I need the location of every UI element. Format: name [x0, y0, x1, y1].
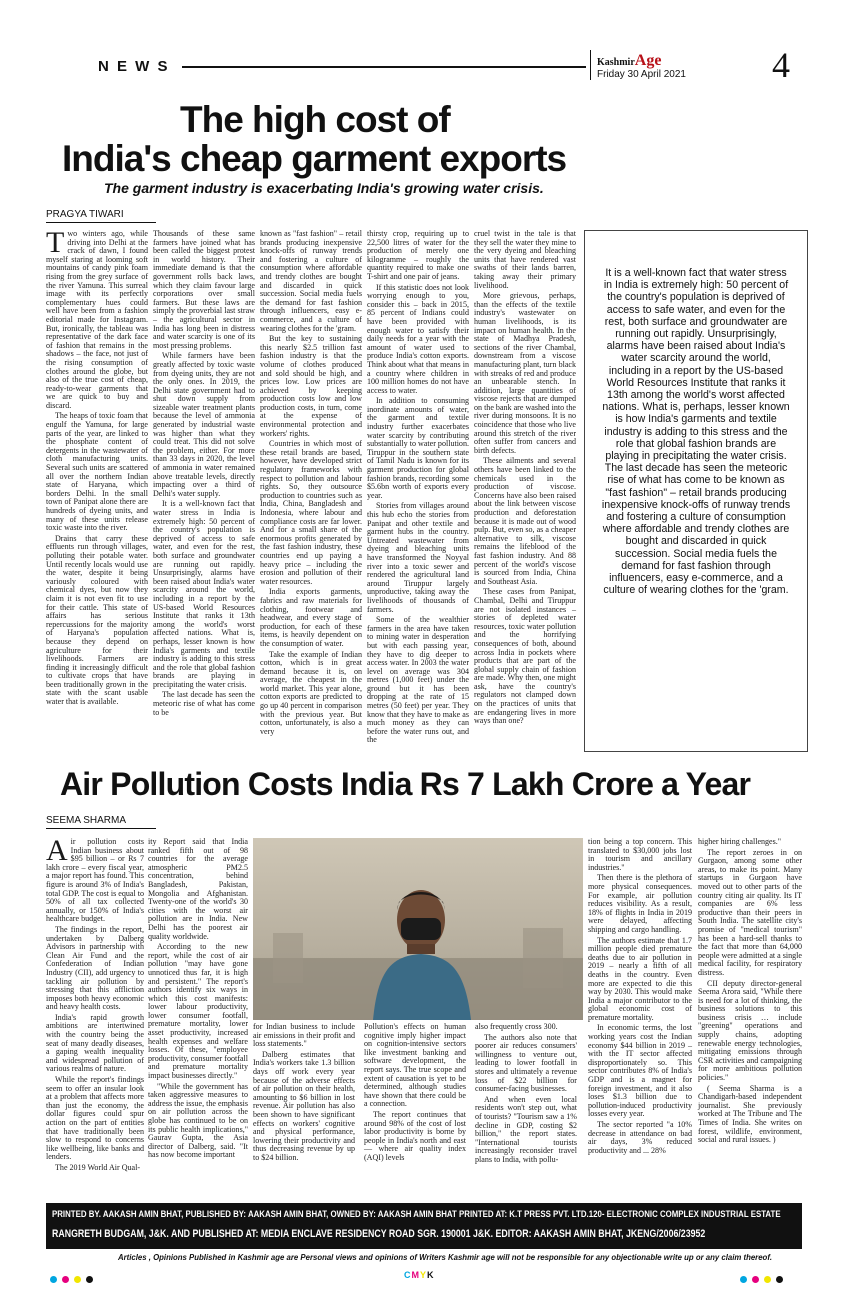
paragraph: "While the government has taken aggressive measures to address the issue, the emphasis on air pollution across the globe has continued to be on its public health implications," Gaurav Gupta, the Asia director of Dalberg, said. "It has now become important — [148, 1081, 248, 1160]
paragraph: But the key to sustaining this nearly $2.5 trillion fast fashion industry is that the volume of clothes produced and sold should be high, and prices low. Low prices are achieved by keeping production costs low and low production costs, in turn, come at the expense of environmental protection and workers' rights. — [260, 334, 362, 438]
paragraph: In economic terms, the lost working years cost the Indian economy $44 billion in 2019 – with the IT sector affected disproportionately so. This sector contributes 8% of India's GDP and is a magnet for foreign investment, and it also loses $1.3 billion due to pollution-induced productivity losses every year. — [588, 1023, 692, 1119]
paragraph: ity Report said that India ranked fifth out of 98 countries for the average atmospheric PM2.5 concentration, behind Bangladesh, Pakistan, Mongolia and Afghanistan. Twenty-one of the world's 30 cities with the worst air pollution are in India. New Delhi has the poorest air quality worldwide. — [148, 837, 248, 941]
cmyk-letter: K — [427, 1270, 435, 1280]
paragraph: Pollution's effects on human cognitive imply higher impact on cognition-intensive sectors like investment banking and software development, the report says. The true scope and extent of causation is yet to be determined, although studies have shown that there could be a connection. — [364, 1022, 466, 1109]
paragraph: cruel twist in the tale is that they sell the water they mine to the very dyeing and bleaching units that have rendered vast swaths of their lands barren, taking away their primary livelihood. — [474, 229, 576, 290]
article2-column-3 — [253, 1023, 355, 1183]
paragraph: Then there is the plethora of more physical consequences. For example, air pollution reduces visibility. As a result, 18% of flights in India in 2019 were delayed, affecting shipping and cargo handling. — [588, 873, 692, 934]
paragraph: The sector reported "a 10% decrease in attendance on bad air days, 3% reduced productivity and ... 28% — [588, 1120, 692, 1155]
cyan-dot-icon — [740, 1276, 747, 1283]
paragraph: Take the example of Indian cotton, which is in great demand because it is, on average, the cheapest in the world market. This year alone, cotton exports are predicted to go up 40 percent in comparison with the previous year. But cotton, unfortunately, is also a very — [260, 649, 362, 736]
article1-headline-line2: India's cheap garment exports — [62, 138, 567, 179]
masthead-divider — [590, 50, 591, 80]
article1-column-3 — [260, 230, 362, 740]
cyan-dot-icon — [50, 1276, 57, 1283]
paragraph: The findings in the report, undertaken by Dalberg Advisors in partnership with Clean Air Fund and the Confederation of Indian Industry (CII), add urgency to tackling air pollution by stressing that this affliction imposes both heavy economic and heavy health costs. — [46, 924, 144, 1012]
byline-rule — [46, 828, 156, 829]
paragraph: These cases from Panipat, Chambal, Delhi and Tiruppur are not isolated instances – stories of depleted water resources, toxic water pollution and the horrifying consequences of both, abound across India in pockets where products that are part of the global supply chain of fashion are made. Why then, one might ask, have the country's regulators not clamped down on the practices of units that are endangering lives in more ways than one? — [474, 587, 576, 726]
yellow-dot-icon — [764, 1276, 771, 1283]
paragraph: If this statistic does not look worrying enough to you, consider this – back in 2015, 85 percent of Indians could have been provided with enough water to satisfy their daily needs for a year with the amount of water used to produce India's cotton exports. Think about what that means in a country where children in 100 million homes do not have access to water. — [367, 282, 469, 395]
magenta-dot-icon — [62, 1276, 69, 1283]
cmyk-label — [404, 1270, 435, 1280]
article1-column-2 — [153, 230, 255, 740]
black-dot-icon — [776, 1276, 783, 1283]
article2-column-4 — [364, 1023, 466, 1183]
paragraph: The 2019 World Air Qual- — [55, 1162, 141, 1172]
publication-logo — [597, 52, 661, 70]
article1-headline-line1: The high cost of — [180, 99, 450, 140]
article1-subhead: The garment industry is exacerbating India's growing water crisis. — [104, 180, 544, 196]
cmyk-letter: C — [404, 1270, 412, 1280]
article2-headline: Air Pollution Costs India Rs 7 Lakh Crore a Year — [60, 766, 751, 802]
cmyk-mark — [404, 1270, 435, 1280]
paragraph: India's rapid growth ambitions are intertwined with the country being the seat of many deadly diseases, a gaping wealth inequality and widespread pollution of various realms of nature. — [46, 1012, 144, 1074]
page-number: 4 — [772, 45, 790, 85]
registration-marks-right — [740, 1268, 788, 1278]
disclaimer: Articles , Opinions Published in Kashmir age are Personal views and opinions of Writers Kashmir age will not be responsible for any objectionable write up or any claim thereof. — [118, 1253, 773, 1262]
paragraph: Dalberg estimates that India's workers take 1.3 billion days off work every year because of the adverse effects of air pollution on their health, amounting to $6 billion in lost revenue. Air pollution has also been shown to have significant effects on workers' cognitive and physical performance, lowering their productivity and thus decreasing revenue by up to $24 billion. — [253, 1049, 355, 1162]
paragraph: also frequently cross 300. — [475, 1022, 558, 1031]
paragraph: thirsty crop, requiring up to 22,500 litres of water for the production of merely one kilogramme – roughly the quantity required to make one T-shirt and one pair of jeans. — [367, 229, 469, 281]
article2-column-5 — [475, 1023, 577, 1183]
article2-column-7 — [698, 838, 802, 1178]
article2-column-1 — [46, 834, 144, 1178]
paragraph: In addition to consuming inordinate amounts of water, the garment and textile industry further exacerbates water scarcity by contributing substantially to water pollution. Tiruppur in the southern state of Tamil Nadu is known for its garment production for global fashion brands, recording some $5.6bn worth of exports every year. — [367, 396, 469, 500]
paragraph: These ailments and several others have been linked to the chemicals used in the production of viscose. Concerns have also been raised about the link between viscose production and deforestation because it is made out of wood pulp. But, even so, as a cheaper alternative to silk, viscose remains the lifeblood of the fast fashion industry. And 88 percent of the world's viscose is sourced from India, China and Southeast Asia. — [474, 456, 576, 586]
paragraph: Countries in which most of these retail brands are based, however, have developed strict regulatory frameworks with respect to pollution and labour rights. So, they outsource production to countries such as India, China, Bangladesh and Indonesia, where labour and compliance costs are far lower. And for a small share of the enormous profits generated by the fast fashion industry, these countries end up paying a heavy price – including the erosion and pollution of their water resources. — [260, 439, 362, 586]
paragraph: wo winters ago, while driving into Delhi at the crack of dawn, I found myself staring at looming soft mountains of candy pink foam rising from the grey surface of the river Yamuna. This surreal image with its perfectly complementary hues could well have been from a fashion editorial made for Instagram. But, ironically, the tableau was representative of the dark face of fashion that remains in the shadows – the face, not just of the rising consumption of clothes around the globe, but also of the true cost of cheap, ready-to-wear garments that we are quick to buy and discard. — [46, 229, 148, 410]
article2-column-6 — [588, 838, 692, 1178]
paragraph: higher hiring challenges." — [698, 837, 782, 846]
paragraph: The authors also note that poorer air reduces consumers' willingness to venture out, leading to lower footfall in stores and ultimately a revenue loss of $22 billion for consumer-facing businesses. — [475, 1032, 577, 1094]
paragraph: Some of the wealthier farmers in the area have taken to mining water in desperation but with each passing year, they have to dig deeper to access water. In 2003 the water level on average was 304 metres (1,000 feet) under the ground but it has been dropping at the rate of 15 metres (50 feet) per year. They know that they have to make as much money as they can before the water runs out, and the — [367, 615, 469, 745]
article1-column-5 — [474, 230, 576, 740]
paragraph: The report zeroes in on Gurgaon, among some other areas, to make its point. Many startups in Gurgaon have moved out to other parts of the country citing air quality. Its IT companies are 6% less productive than their peers in South India. The satellite city's promise of "medical tourism" has been a hard-sell thanks to the fact that more than 64,000 people were admitted at a single medical facility, for respiratory distress. — [698, 847, 802, 977]
article1-column-1 — [46, 226, 148, 740]
paragraph: It is a well-known fact that water stress in India is extremely high: 50 percent of the country's population is deprived of access to safe water, and even for the rest, both surface and groundwater are running out rapidly. Unsurprisingly, alarms have been raised about India's water scarcity around the world, including in a report by the US-based World Resources Institute that ranks it 13th among the world's worst affected nations. What is, perhaps, lesser known is how India's garments and textile industry is adding to this stress and the role that global fashion brands are playing in precipitating the water crisis. — [153, 499, 255, 689]
paragraph: Drains that carry these effluents run through villages, polluting their potable water. Until recently locals would use the water, despite it being variously coloured with chemical dyes, but now they claim it is not even fit to use for their cattle. This state of affairs has serious repercussions for the majority of Haryana's population because they depend on agriculture for their livelihoods. Farmers are finding it increasingly difficult to cultivate crops that have been traditionally grown in the state with the scant usable water that is available. — [46, 533, 148, 707]
article2-column-2 — [148, 838, 248, 1178]
paragraph: CII deputy director-general Seema Arora said, "While there is need for a lot of thinking, the business solutions to this business crisis … include "greening" operations and supply chains, adopting renewable energy technologies, mitigating emissions through CSR activities and campaigning for more ambitious pollution policies." — [698, 978, 802, 1083]
paragraph: While farmers have been greatly affected by toxic waste from dyeing units, they are not the only ones. In 2019, the Delhi state government had to shut down supply from sizeable water treatment plants because the level of ammonia generated by industrial waste was higher than what they could treat. This did not solve the problem, either. For more than 33 days in 2020, the level of ammonia in water remained above treatable levels, directly impacting over a third of Delhi's water supply. — [153, 351, 255, 498]
paragraph: The authors estimate that 1.7 million people died premature deaths due to air pollution in 2019 – nearly a fifth of all deaths in the country. Even more are expected to die this way by 2030. This would make India a major contributor to the global economic cost of premature mortality. — [588, 935, 692, 1022]
black-dot-icon — [86, 1276, 93, 1283]
section-label: N E W S — [98, 58, 170, 75]
imprint-line-1: PRINTED BY. AAKASH AMIN BHAT, PUBLISHED BY: AAKASH AMIN BHAT, OWNED BY: AAKASH AMIN BHAT PRINTED AT: K.T PRESS PVT. LTD.120- ELECTRONIC COMPLEX INDUSTRIAL ESTATE — [52, 1209, 781, 1220]
issue-date: Friday 30 April 2021 — [597, 69, 686, 80]
article2-byline: SEEMA SHARMA — [46, 815, 127, 826]
paragraph: More grievous, perhaps, than the effects of the textile industry's wastewater on human livelihoods, is its impact on human health. In the state of Madhya Pradesh, sections of the river Chambal, downstream from a viscose manufacturing plant, turn black with streaks of red and produce an unbearable stench. In addition, large quantities of viscose rejects that are dumped on the bank are washed into the river during monsoons. It is no coincidence that those who live around this stretch of the river often suffer from cancers and birth defects. — [474, 291, 576, 455]
article1-column-4 — [367, 229, 469, 745]
logo-age: Age — [634, 52, 662, 69]
paragraph: known as "fast fashion" – retail brands producing inexpensive knock-offs of runway trends and fostering a culture of consumption where affordable and trendy clothes are bought and discarded in quick succession. Social media fuels the demand for fast fashion through influencers, easy e-commerce, and a culture of wearing clothes for the 'gram. — [260, 229, 362, 333]
cmyk-letter: M — [411, 1270, 420, 1280]
article1-dropcap: T — [46, 226, 65, 259]
paragraph: And when even local residents won't step out, what of tourists? "Tourism saw a 1% decline in GDP, costing $2 billion," the report states. "International tourists increasingly reconsider travel plans to India, with pollu- — [475, 1094, 577, 1164]
cmyk-letter: Y — [420, 1270, 428, 1280]
paragraph: tion being a top concern. This translated to $30,000 jobs lost in tourism and ancillary industries." — [588, 837, 692, 872]
paragraph: Stories from villages around this hub echo the stories from Panipat and other textile and garment hubs in the country. Untreated wastewater from dyeing and bleaching units have transformed the Noyyal river into a toxic sewer and rendered the agricultural land around Tiruppur largely unproductive, taking away the livelihoods of thousands of farmers. — [367, 501, 469, 614]
magenta-dot-icon — [752, 1276, 759, 1283]
registration-marks-left — [50, 1268, 98, 1278]
pullquote-text: It is a well-known fact that water stress in India is extremely high: 50 percent of the country's population is deprived of access to safe water, and even for the rest, both surface and groundwater are running out rapidly. Unsurprisingly, alarms have been raised about India's water scarcity around the world, including in a report by the US-based World Resources Institute that ranks it 13th among the world's worst affected nations. What is, perhaps, lesser known is how India's garments and textile industry is adding to this stress and the role that global fashion brands are playing in precipitating the water crisis. The last decade has seen the meteoric rise of what has come to be known as "fast fashion" – retail brands producing inexpensive knock-offs of runway trends and fostering a culture of consumption where affordable and trendy clothes are bought and discarded in quick succession. Social media fuels the demand for fast fashion through influencers, easy e-commerce, and a culture of wearing clothes for the 'gram. — [601, 267, 791, 597]
article2-dropcap: A — [46, 834, 68, 867]
paragraph: While the report's findings seem to offer an insular look at a problem that affects more than just the economy, the dollar figures could spur action on the part of entities that have traditionally been slow to respond to concerns like wellbeing, like banks and lenders. — [46, 1075, 144, 1162]
byline-rule — [46, 222, 156, 223]
imprint-line-2: RANGRETH BUDGAM, J&K. AND PUBLISHED AT: MEDIA ENCLAVE RESIDENCY ROAD SGR. 190001 J&K. EDITOR: AAKASH AMIN BHAT, JKENG/2006/23952 — [52, 1228, 706, 1240]
article1-byline: PRAGYA TIWARI — [46, 209, 124, 220]
logo-kashmir: Kashmir — [597, 57, 635, 68]
paragraph: ir pollution costs Indian business about $95 billion – or Rs 7 lakh crore – every fiscal year, a major report has found. This figure is around 3% of India's total GDP. The cost is equal to 50% of all tax collected annually, or 150% of India's healthcare budget. — [46, 837, 144, 924]
paragraph: The last decade has seen the meteoric rise of what has come to be — [153, 690, 255, 717]
paragraph: According to the new report, while the cost of air pollution "may have gone unnoticed thus far, it is high and persistent." The report's authors identify six ways in which this cost manifests: lower labour productivity, lower consumer footfall, premature mortality, lower asset productivity, increased health expenses and welfare losses. Of these, "employee productivity, consumer footfall and premature mortality impact businesses directly." — [148, 942, 248, 1081]
paragraph: India exports garments, fabrics and raw materials for clothing, footwear and headwear, and every stage of production, for each of these items, is heavily dependent on the consumption of water. — [260, 587, 362, 648]
paragraph: for Indian business to include air emissions in their profit and loss statements." — [253, 1022, 355, 1049]
air-pollution-photo — [253, 838, 583, 1020]
masthead-rule — [182, 66, 586, 68]
paragraph: Thousands of these same farmers have joined what has been called the biggest protest in world history. Their immediate demand is that the government rolls back laws, which they claim favour large corporations over small farmers. But these laws are simply the proverbial last straw – the agricultural sector in India has long been in distress and water scarcity is one of its most pressing problems. — [153, 229, 255, 350]
photo-illustration — [253, 838, 583, 1020]
paragraph: The report continues that around 98% of the cost of lost labor productivity is borne by people in India's north and east — where air quality index (AQI) levels — [364, 1109, 466, 1162]
yellow-dot-icon — [74, 1276, 81, 1283]
paragraph: The heaps of toxic foam that engulf the Yamuna, for large parts of the year, are linked to the phosphate content of detergents in the wastewater of cloth manufacturing units. Several such units are scattered all over the northern Indian state of Haryana, which borders Delhi. In the small town of Panipat alone there are hundreds of dyeing units, and many of these units release toxic waste into the river. — [46, 411, 148, 533]
paragraph: ( Seema Sharma is a Chandigarh-based independent journalist. She previously worked at The Tribune and The Times of India. She writes on forest, wildlife, environment, social and rural issues. ) — [698, 1083, 802, 1145]
